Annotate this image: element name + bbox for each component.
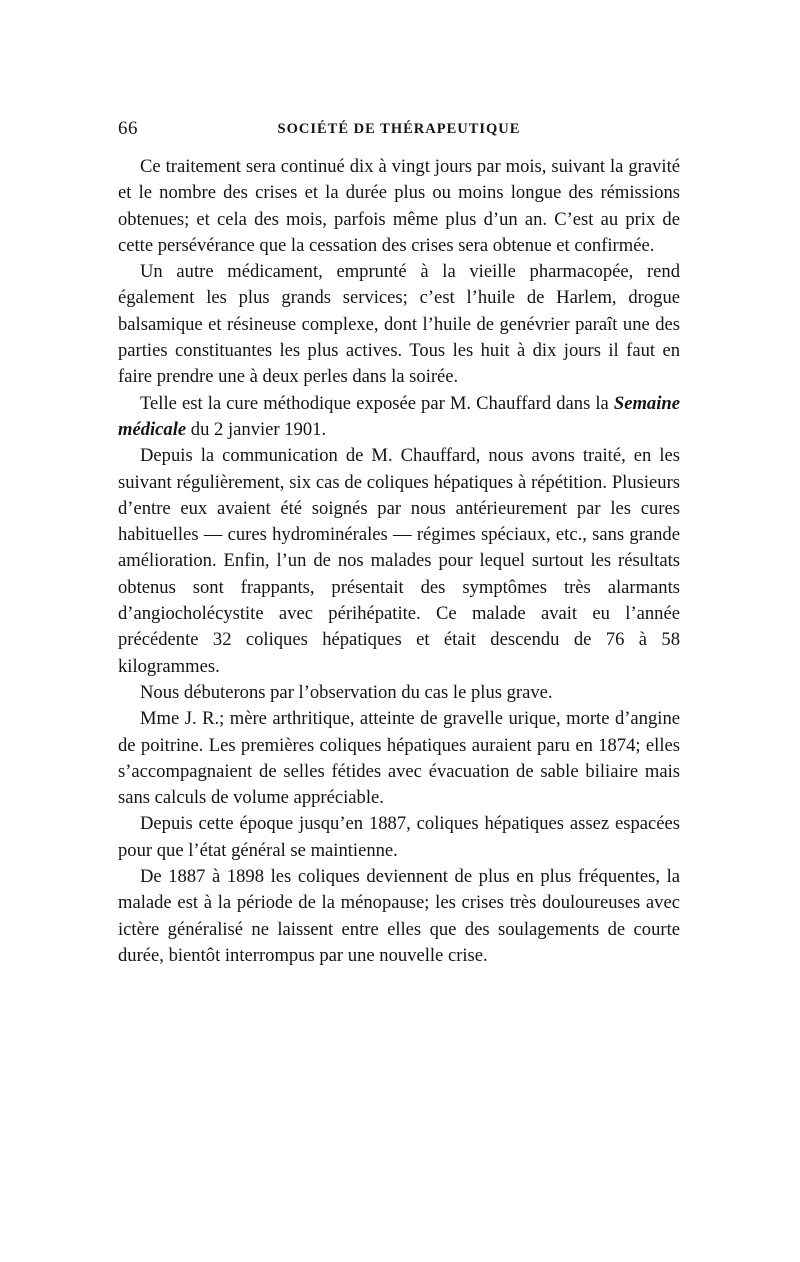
paragraph: Depuis la communication de M. Chauffard, nous avons traité, en les suivant régulièrement, six cas de coliques hépatiques à répétition. Plusieurs d’entre eux avaient été soignés par nous antérieurement par les cures habituelles — cures hydrominérales — régimes spéciaux, etc., sans grande amélioration. Enfin, l’un de nos malades pour lequel surtout les résultats obtenus sont frappants, présentait des symptômes très alarmants d’angiocholécystite avec périhépatite. Ce malade avait eu l’année précédente 32 coliques hépatiques et était descendu de 76 à 58 kilogrammes. [118,445,680,677]
paragraph: Depuis cette époque jusqu’en 1887, coliques hépatiques assez espacées pour que l’état général se maintienne. [118,813,680,861]
paragraph: Nous débuterons par l’observation du cas le plus grave. [140,681,553,703]
page-number: 66 [118,118,138,139]
page-header [118,118,680,144]
running-head: SOCIÉTÉ DE THÉRAPEUTIQUE [277,121,521,137]
paragraph [118,391,680,444]
paragraph-text: du 2 janvier 1901. [186,418,327,440]
journal-title: Semaine médicale [118,392,680,440]
paragraph: Un autre médicament, emprunté à la vieille pharmacopée, rend également les plus grands services; c’est l’huile de Harlem, drogue balsamique et résineuse complexe, dont l’huile de genévrier paraît une des parties constituantes les plus actives. Tous les huit à dix jours il faut en faire prendre une à deux perles dans la soirée. [118,261,680,388]
paragraph: Ce traitement sera continué dix à vingt jours par mois, suivant la gravité et le nombre des crises et la durée plus ou moins longue des rémissions obtenues; et cela des mois, parfois même plus d’un an. C’est au prix de cette persévérance que la cessation des crises sera obtenue et confirmée. [118,156,680,256]
paragraph-text: Telle est la cure méthodique exposée par M. Chauffard dans la [140,392,614,414]
body-text [118,154,680,969]
paragraph: De 1887 à 1898 les coliques deviennent de plus en plus fréquentes, la malade est à la période de la ménopause; les crises très douloureuses avec ictère généralisé ne laissent entre elles que des soulagements de courte durée, bientôt interrompus par une nouvelle crise. [118,866,680,966]
paragraph: Mme J. R.; mère arthritique, atteinte de gravelle urique, morte d’angine de poitrine. Les premières coliques hépatiques auraient paru en 1874; elles s’accompagnaient de selles fétides avec évacuation de sable biliaire mais sans calculs de volume appréciable. [118,708,680,809]
